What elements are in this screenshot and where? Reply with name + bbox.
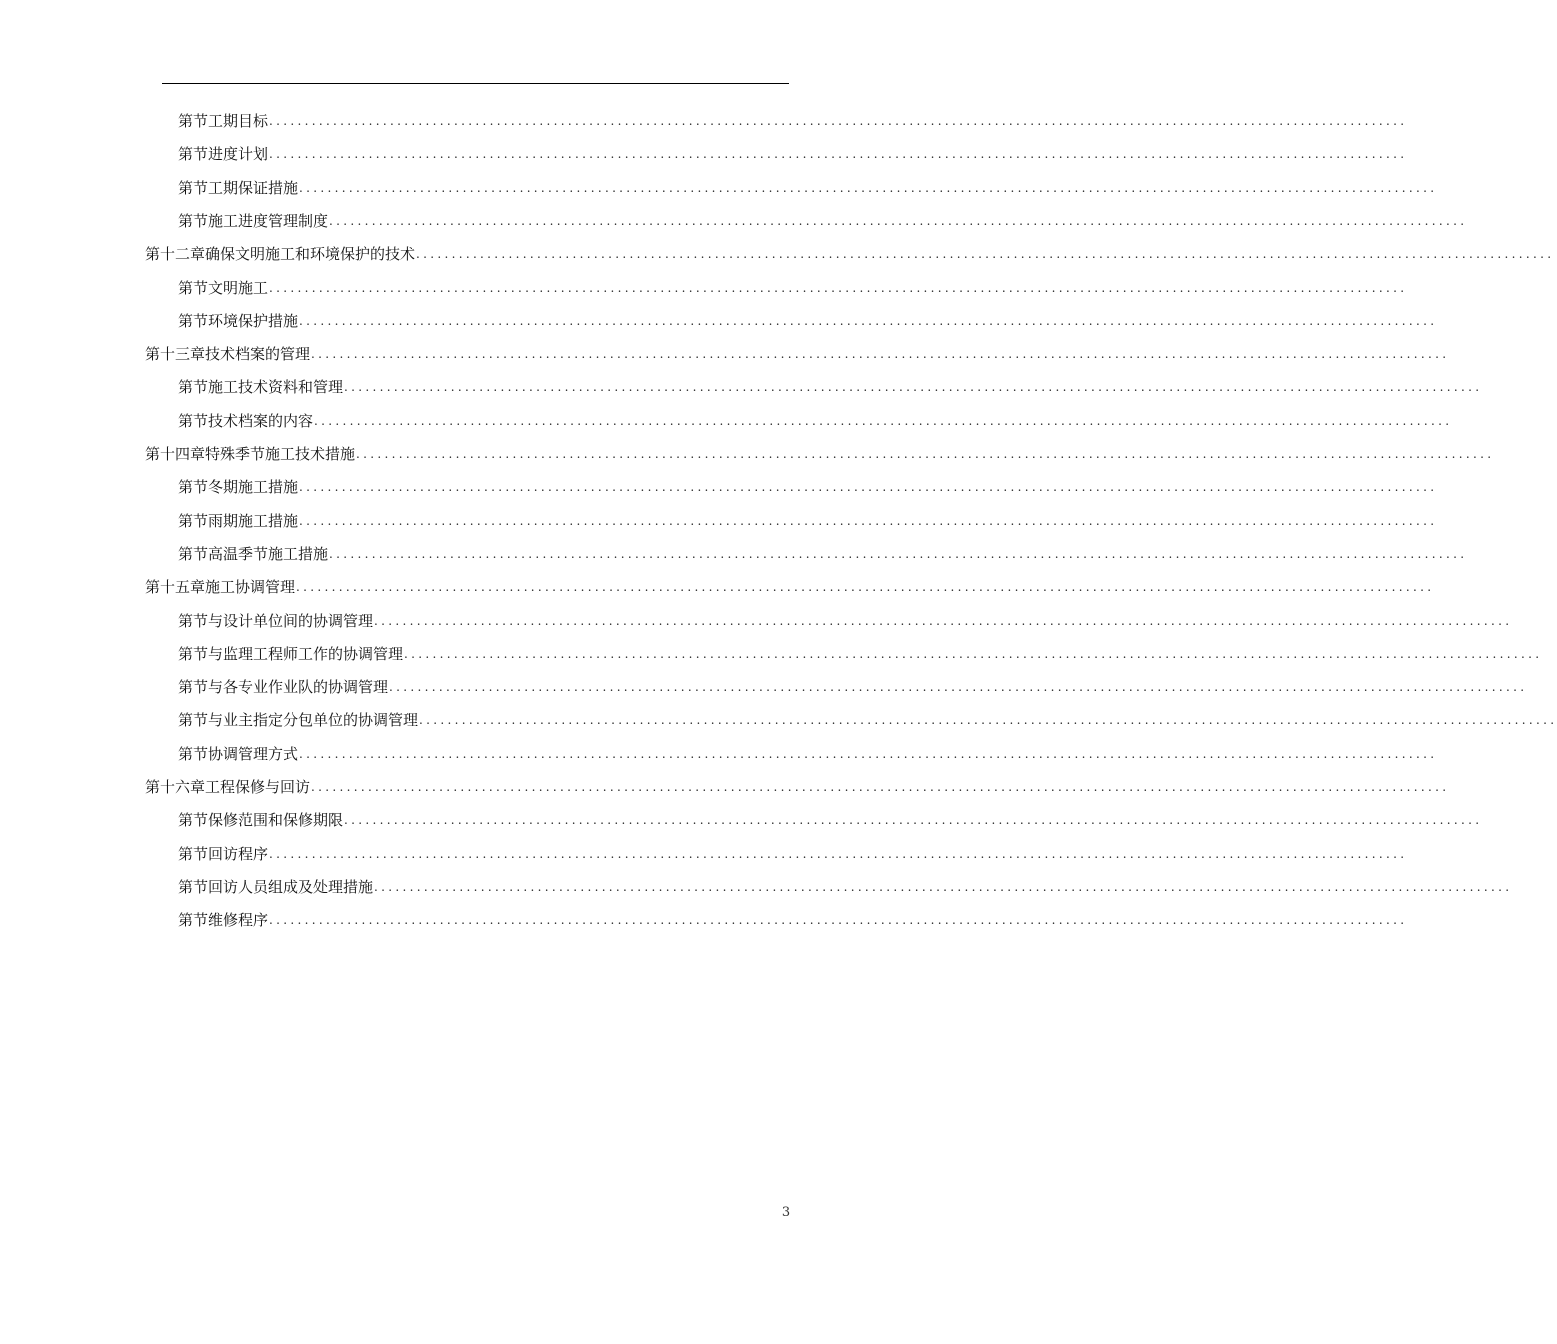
dot-leader: ................................................................................................................................................................ [329,546,1468,561]
toc-entry-title: 环境保护措施 [208,311,299,330]
toc-section-entry[interactable] [178,272,1408,305]
dot-leader: ................................................................................................................................................................ [296,580,1435,595]
toc-chapter-entry[interactable] [145,438,1495,471]
toc-entry-prefix: 第节 [178,611,209,630]
dot-leader: ................................................................................................................................................................ [311,780,1450,794]
toc-section-entry[interactable] [178,605,1513,638]
toc-entry-title: 高温季节施工措施 [208,544,329,563]
toc-entry-prefix: 第节 [178,644,209,663]
toc-entry-prefix: 第节 [178,411,209,430]
toc-entry-prefix: 第节 [178,311,209,330]
toc-entry-prefix: 第节 [178,112,209,130]
toc-chapter-entry[interactable] [145,771,1450,804]
toc-entry-title: 与设计单位间的协调管理 [208,611,374,630]
toc-entry-prefix: 第节 [178,378,209,397]
toc-entry-title: 施工协调管理 [205,578,296,597]
toc-entry-prefix: 第节 [178,678,209,697]
toc-entry-prefix: 第节 [178,811,209,830]
toc-section-entry[interactable] [178,305,1438,338]
toc-entry-prefix: 第节 [178,511,209,530]
toc-entry-prefix: 第十五章 [145,578,206,597]
toc-entry-title: 进度计划 [208,145,269,164]
dot-leader: ................................................................................................................................................................ [344,380,1483,395]
toc-entry-prefix: 第节 [178,844,209,863]
toc-section-entry[interactable] [178,471,1438,504]
dot-leader: ................................................................................................................................................................ [311,347,1450,362]
dot-leader: ................................................................................................................................................................ [269,846,1408,861]
toc-entry-prefix: 第节 [178,911,209,930]
dot-leader: ................................................................................................................................................................ [299,513,1438,528]
toc-entry-title: 冬期施工措施 [208,478,299,497]
toc-entry-title: 保修范围和保修期限 [208,811,344,830]
dot-leader: ................................................................................................................................................................ [356,447,1495,461]
dot-leader: ................................................................................................................................................................ [299,480,1438,495]
page-number: 3 [781,1205,791,1220]
header-rule [162,83,789,84]
toc-entry-prefix: 第节 [178,178,209,197]
toc-entry-prefix: 第节 [178,711,209,730]
toc-entry-title: 施工技术资料和管理 [208,378,344,397]
dot-leader: ................................................................................................................................................................ [416,247,1555,262]
dot-leader: ................................................................................................................................................................ [419,713,1557,728]
toc-entry-prefix: 第十二章 [145,245,206,264]
toc-section-entry[interactable] [178,671,1528,704]
toc-section-entry[interactable] [178,138,1408,171]
toc-entry-title: 工期目标 [208,112,269,130]
dot-leader: ................................................................................................................................................................ [269,913,1408,928]
toc-entry-title: 工期保证措施 [208,178,299,197]
dot-leader: ................................................................................................................................................................ [269,114,1408,128]
toc-entry-title: 雨期施工措施 [208,511,299,530]
toc-section-entry[interactable] [178,371,1483,404]
toc-entry-title: 与业主指定分包单位的协调管理 [208,711,419,730]
dot-leader: ................................................................................................................................................................ [329,213,1468,228]
toc-entry-prefix: 第节 [178,478,209,497]
dot-leader: ................................................................................................................................................................ [404,646,1543,661]
toc-entry-title: 与各专业作业队的协调管理 [208,678,389,697]
dot-leader: ................................................................................................................................................................ [374,879,1513,894]
toc-entry-prefix: 第节 [178,544,209,563]
toc-entry-prefix: 第十六章 [145,778,206,796]
dot-leader: ................................................................................................................................................................ [299,180,1438,195]
toc-entry-title: 协调管理方式 [208,744,299,763]
toc-section-entry[interactable] [178,804,1483,837]
toc-section-entry[interactable] [178,738,1438,771]
toc-section-entry[interactable] [178,105,1408,138]
toc-section-entry[interactable] [178,838,1408,871]
toc-entry-prefix: 第节 [178,744,209,763]
toc-entry-prefix: 第十三章 [145,345,206,364]
toc-entry-title: 维修程序 [208,911,269,930]
toc-section-entry[interactable] [178,505,1438,538]
toc-entry-title: 工程保修与回访 [205,778,311,796]
toc-section-entry[interactable] [178,205,1468,238]
toc-entry-title: 施工进度管理制度 [208,211,329,230]
toc-chapter-entry[interactable] [145,571,1435,604]
toc-chapter-entry[interactable] [145,338,1450,371]
toc-section-entry[interactable] [178,871,1513,904]
toc-section-entry[interactable] [178,704,1557,737]
toc-section-entry[interactable] [178,538,1468,571]
toc-entry-title: 技术档案的管理 [205,345,311,364]
toc-section-entry[interactable] [178,172,1438,205]
toc-section-entry[interactable] [178,904,1408,937]
toc-chapter-entry[interactable] [145,238,1555,271]
toc-entry-prefix: 第节 [178,877,209,896]
toc-entry-title: 回访程序 [208,844,269,863]
dot-leader: ................................................................................................................................................................ [269,280,1408,295]
toc-entry-title: 特殊季节施工技术措施 [205,445,356,463]
dot-leader: ................................................................................................................................................................ [389,680,1528,695]
toc-entry-prefix: 第节 [178,278,209,297]
toc-section-entry[interactable] [178,405,1453,438]
toc-entry-prefix: 第节 [178,211,209,230]
dot-leader: ................................................................................................................................................................ [374,613,1513,628]
dot-leader: ................................................................................................................................................................ [269,147,1408,162]
toc-entry-title: 确保文明施工和环境保护的技术 [205,245,416,264]
toc-entry-title: 文明施工 [208,278,269,297]
dot-leader: ................................................................................................................................................................ [344,813,1483,828]
dot-leader: ................................................................................................................................................................ [299,746,1438,761]
toc-entry-title: 技术档案的内容 [208,411,314,430]
dot-leader: ................................................................................................................................................................ [299,313,1438,328]
toc-entry-prefix: 第十四章 [145,445,206,463]
toc-entry-title: 回访人员组成及处理措施 [208,877,374,896]
toc-entry-title: 与监理工程师工作的协调管理 [208,644,404,663]
toc-section-entry[interactable] [178,638,1543,671]
toc-entry-prefix: 第节 [178,145,209,164]
dot-leader: ................................................................................................................................................................ [314,413,1453,428]
